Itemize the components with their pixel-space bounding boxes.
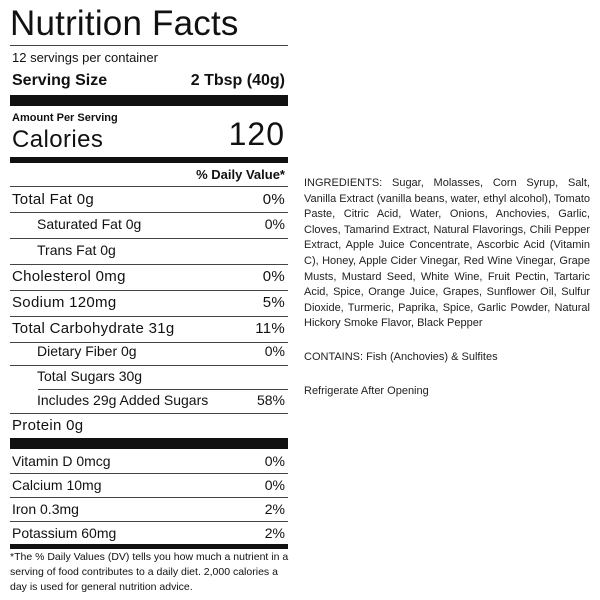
nutrient-name: Dietary Fiber 0g (37, 343, 137, 359)
divider (10, 413, 288, 414)
vitamin-pct: 2% (264, 525, 285, 541)
nutrient-name: Total Fat 0g (12, 191, 94, 208)
nutrient-pct: 5% (262, 294, 285, 311)
nutrient-name: Saturated Fat 0g (37, 216, 142, 232)
nutrient-row-dietary-fiber (10, 341, 288, 363)
nutrient-name: Protein 0g (12, 417, 84, 434)
nutrient-name: Total Carbohydrate 31g (12, 320, 175, 337)
vitamin-row-vitamin-d (10, 451, 288, 473)
serving-size-label: Serving Size (12, 72, 108, 89)
storage-text: Refrigerate After Opening (304, 384, 429, 397)
nutrient-pct: 0% (264, 216, 285, 232)
nutrient-row-cholesterol (10, 266, 288, 288)
nutrient-name: Includes 29g Added Sugars (37, 392, 209, 408)
vitamin-name: Potassium 60mg (12, 525, 117, 541)
daily-value-header: % Daily Value* (196, 167, 285, 182)
nutrient-name: Trans Fat 0g (37, 242, 116, 258)
vitamin-row-calcium (10, 475, 288, 497)
nutrient-row-total-sugars (10, 366, 288, 388)
serving-size-value: 2 Tbsp (40g) (190, 72, 285, 89)
contains-text: CONTAINS: Fish (Anchovies) & Sulfites (304, 350, 498, 363)
medium-divider (10, 544, 288, 549)
nutrition-facts-panel (0, 0, 288, 600)
divider (10, 497, 288, 498)
thick-divider (10, 438, 288, 449)
nutrient-row-protein (10, 415, 288, 437)
nutrient-row-sodium (10, 292, 288, 314)
thick-divider (10, 95, 288, 106)
divider (10, 264, 288, 265)
nutrient-pct: 0% (262, 191, 285, 208)
nutrient-row-trans-fat (10, 240, 288, 262)
divider (10, 316, 288, 317)
daily-value-footnote: *The % Daily Values (DV) tells you how much a nutrient in a serving of food contributes to a daily diet. 2,000 calories a day is used for general nutrition advice. (10, 551, 289, 593)
panel-title: Nutrition Facts (10, 4, 239, 43)
ingredients-text: INGREDIENTS: Sugar, Molasses, Corn Syrup, Salt, Vanilla Extract (vanilla beans, water, ethyl alcohol), Tomato Paste, Citric Acid, Water, Onions, Anchovies, Garlic, Cloves, Tamarind Extract, Natural Flavorings, Chili Pepper Extract, Apple Juice Concentrate, Ascorbic Acid (Vitamin C), Honey, Apple Cider Vinegar, Red Wine Vinegar, Grape Musts, Mustard Seed, White Wine, Fruit Pectin, Tartaric Acid, Spice, Orange Juice, Grapes, Sunflower Oil, Sulfur Dioxide, Turmeric, Paprika, Spice, Garlic Powder, Natural Hickory Smoke Flavor, Black Pepper (304, 177, 590, 330)
calories-label: Calories (12, 126, 104, 153)
nutrient-name: Cholesterol 0mg (12, 268, 126, 285)
nutrient-pct: 11% (255, 320, 285, 337)
vitamin-row-potassium (10, 523, 288, 545)
nutrient-row-total-carbohydrate (10, 318, 288, 340)
vitamin-pct: 0% (264, 453, 285, 469)
medium-divider (10, 157, 288, 163)
divider (10, 290, 288, 291)
nutrient-pct: 0% (262, 268, 285, 285)
nutrient-pct: 58% (256, 392, 285, 408)
servings-per-container: 12 servings per container (12, 50, 158, 65)
vitamin-name: Vitamin D 0mcg (12, 453, 111, 469)
nutrient-name: Sodium 120mg (12, 294, 117, 311)
vitamin-pct: 2% (264, 501, 285, 517)
divider (10, 238, 288, 239)
product-info (304, 176, 590, 417)
nutrient-row-added-sugars (10, 390, 288, 412)
vitamin-pct: 0% (264, 477, 285, 493)
nutrient-pct: 0% (264, 343, 285, 359)
nutrient-row-saturated-fat (10, 214, 288, 236)
nutrient-name: Total Sugars 30g (37, 368, 143, 384)
divider (10, 473, 288, 474)
nutrient-row-total-fat (10, 189, 288, 211)
vitamin-name: Calcium 10mg (12, 477, 102, 493)
vitamin-row-iron (10, 499, 288, 521)
divider (10, 212, 288, 213)
divider (10, 186, 288, 187)
divider (10, 45, 288, 46)
divider (10, 521, 288, 522)
amount-per-serving: Amount Per Serving (12, 112, 118, 124)
calories-value: 120 (228, 116, 285, 152)
vitamin-name: Iron 0.3mg (12, 501, 79, 517)
